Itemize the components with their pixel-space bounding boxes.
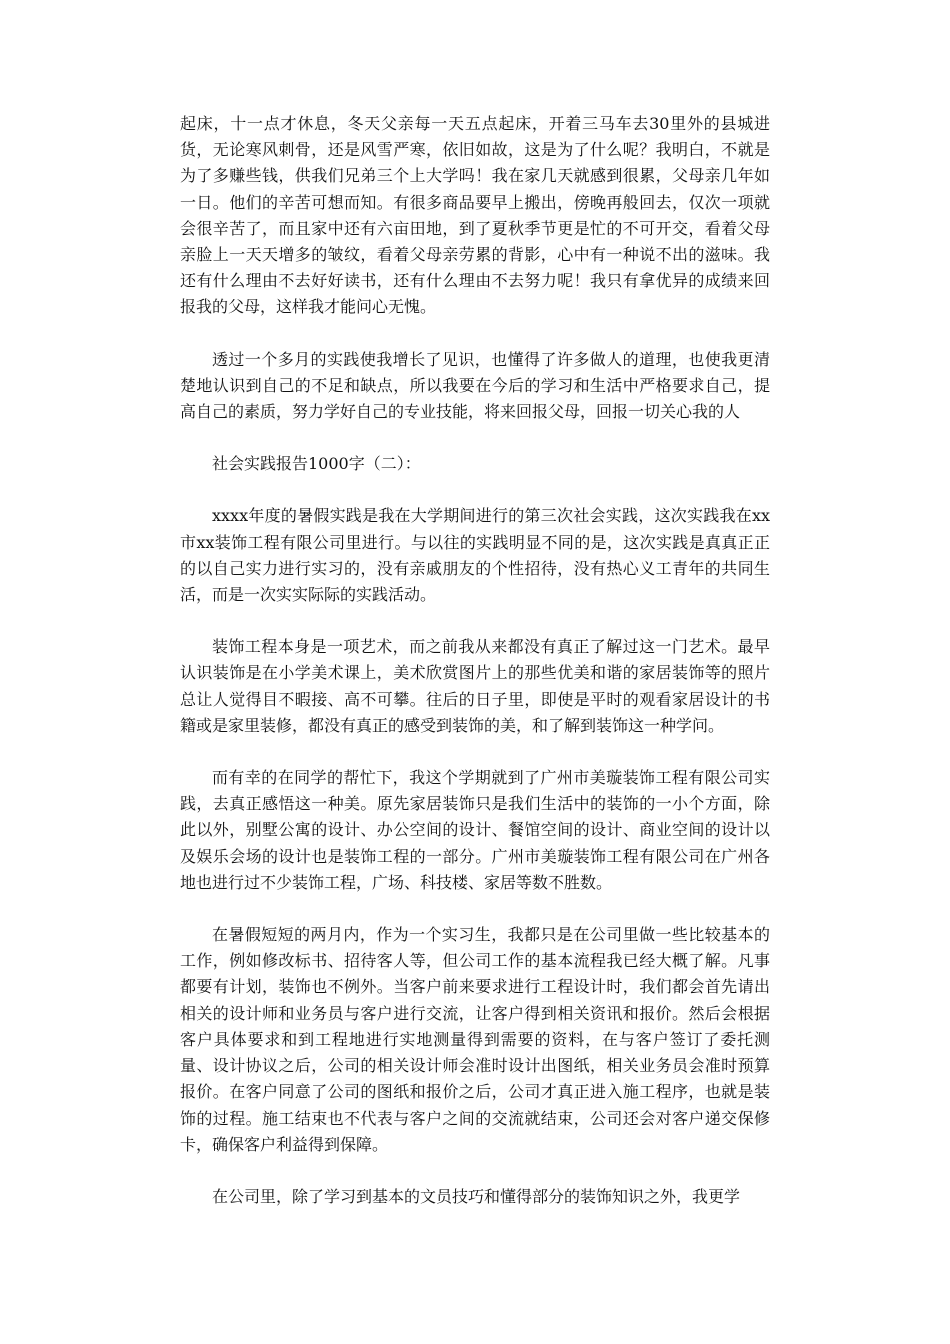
paragraph-3: xxxx年度的暑假实践是我在大学期间进行的第三次社会实践，这次实践我在xx市xx装饰工程有限公司里进行。与以往的实践明显不同的是，这次实践是真真正正的以自己实力进行实习的，没有亲戚朋友的个性招待，没有热心义工青年的共同生活，而是一次实实际际的实践活动。 xyxy=(180,506,770,605)
paragraph-7: 在公司里，除了学习到基本的文员技巧和懂得部分的装饰知识之外，我更学 xyxy=(212,1186,741,1206)
paragraph-5: 而有幸的在同学的帮忙下，我这个学期就到了广州市美璇装饰工程有限公司实践，去真正感悟这一种美。原先家居装饰只是我们生活中的装饰的一小个方面，除此以外，别墅公寓的设计、办公空间的设计、餐馆空间的设计、商业空间的设计以及娱乐会场的设计也是装饰工程的一部分。广州市美璇装饰工程有限公司在广州各地也进行过不少装饰工程，广场、科技楼、家居等数不胜数。 xyxy=(180,768,770,892)
paragraph-1: 起床，十一点才休息，冬天父亲每一天五点起床，开着三马车去30里外的县城进货，无论寒风刺骨，还是风雪严寒，依旧如故，这是为了什么呢？我明白，不就是为了多赚些钱，供我们兄弟三个上大学吗！我在家几天就感到很累，父母亲几年如一日。他们的辛苦可想而知。有很多商品要早上搬出，傍晚再般回去，仅次一项就会很辛苦了，而且家中还有六亩田地，到了夏秋季节更是忙的不可开交，看着父母亲脸上一天天增多的皱纹，看着父母亲劳累的背影，心中有一种说不出的滋味。我还有什么理由不去好好读书，还有什么理由不去努力呢！我只有拿优异的成绩来回报我的父母，这样我才能问心无愧。 xyxy=(180,114,770,317)
paragraph-6: 在暑假短短的两月内，作为一个实习生，我都只是在公司里做一些比较基本的工作，例如修改标书、招待客人等，但公司工作的基本流程我已经大概了解。凡事都要有计划，装饰也不例外。当客户前来要求进行工程设计时，我们都会首先请出相关的设计师和业务员与客户进行交流，让客户得到相关资讯和报价。然后会根据客户具体要求和到工程地进行实地测量得到需要的资料，在与客户签订了委托测量、设计协议之后，公司的相关设计师会准时设计出图纸，相关业务员会准时预算报价。在客户同意了公司的图纸和报价之后，公司才真正进入施工程序，也就是装饰的过程。施工结束也不代表与客户之间的交流就结束，公司还会对客户递交保修卡，确保客户利益得到保障。 xyxy=(180,925,770,1154)
section-heading: 社会实践报告1000字（二）： xyxy=(212,454,421,474)
document-body xyxy=(180,111,770,1236)
paragraph-4: 装饰工程本身是一项艺术，而之前我从来都没有真正了解过这一门艺术。最早认识装饰是在小学美术课上，美术欣赏图片上的那些优美和谐的家居装饰等的照片总让人觉得目不暇接、高不可攀。往后的日子里，即使是平时的观看家居设计的书籍或是家里装修，都没有真正的感受到装饰的美，和了解到装饰这一种学问。 xyxy=(180,637,770,735)
paragraph-2: 透过一个多月的实践使我增长了见识，也懂得了许多做人的道理，也使我更清楚地认识到自己的不足和缺点，所以我要在今后的学习和生活中严格要求自己，提高自己的素质，努力学好自己的专业技能，将来回报父母，回报一切关心我的人 xyxy=(180,349,770,422)
